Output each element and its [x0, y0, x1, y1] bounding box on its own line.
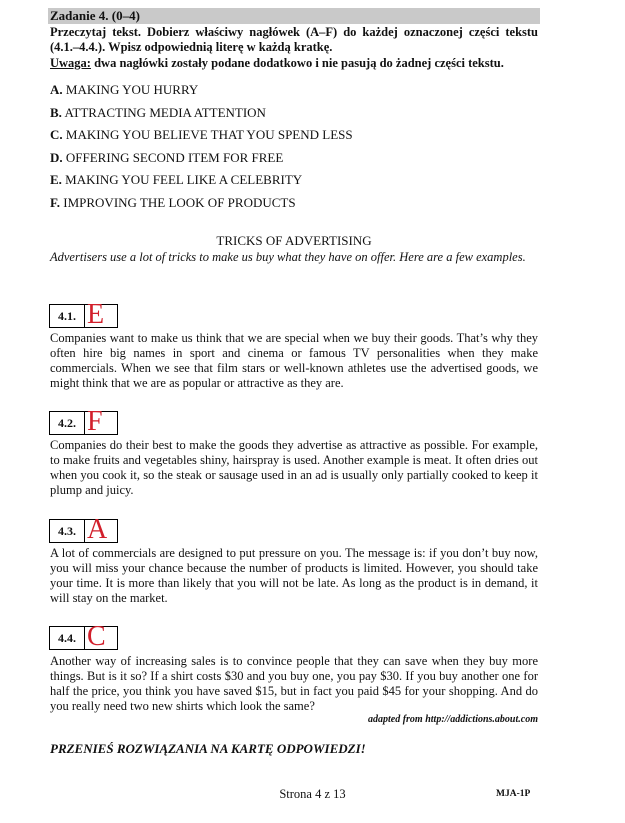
heading-options-list — [50, 82, 353, 217]
section-number: 4.4. — [49, 626, 85, 650]
text-title: TRICKS OF ADVERTISING — [216, 233, 372, 248]
section-paragraph-4-2: Companies do their best to make the goods they advertise as attractive as possible. For example, to make fruits and vegetables shiny, hairspray is used. Another example is meat. It often dries out when you cook it, so the steak or sausage used in an ad is usually only partially cooked to keep it plump and juicy. — [50, 438, 538, 497]
task-note — [50, 56, 550, 71]
exam-code: MJA-1P — [496, 789, 531, 799]
page-number: Strona 4 z 13 — [279, 787, 346, 801]
text-intro: Advertisers use a lot of tricks to make us buy what they have on offer. Here are a few examples. — [50, 250, 526, 264]
section-number: 4.2. — [49, 411, 85, 435]
note-text: dwa nagłówki zostały podane dodatkowo i nie pasują do żadnej części tekstu. — [90, 56, 504, 70]
task-title: Zadanie 4. (0–4) — [50, 8, 140, 23]
heading-option-a: A. MAKING YOU HURRY — [50, 82, 199, 97]
answer-letter: E — [87, 299, 105, 330]
section-paragraph-4-1: Companies want to make us think that we are special when we buy their goods. That’s why they often hire big names in sport and cinema or famous TV personalities when they make commercials. When we see that film stars or well-known athletes use the advertised goods, we might think that we are as popular or attractive as they are. — [50, 331, 538, 390]
task-instruction: Przeczytaj tekst. Dobierz właściwy nagłówek (A–F) do każdej oznaczonej części tekstu (4.1.–4.4.). Wpisz odpowiednią literę w każdą kratkę. — [50, 25, 538, 54]
section-number: 4.1. — [49, 304, 85, 328]
section-paragraph-4-4: Another way of increasing sales is to convince people that they can save when they buy more things. But is it so? If a shirt costs $30 and you buy one, you pay $30. If you buy another one for half the price, you think you have saved $15, but in fact you paid $45 for your shopping. And do you really need two new shirts which look the same? — [50, 654, 538, 713]
note-label: Uwaga: — [50, 56, 91, 70]
heading-option-c: C. MAKING YOU BELIEVE THAT YOU SPEND LESS — [50, 127, 353, 142]
answer-letter: A — [87, 514, 108, 545]
heading-option-e: E. MAKING YOU FEEL LIKE A CELEBRITY — [50, 172, 303, 187]
answer-letter: F — [87, 406, 103, 437]
section-number: 4.3. — [49, 519, 85, 543]
heading-option-d: D. OFFERING SECOND ITEM FOR FREE — [50, 149, 284, 165]
answer-letter: C — [87, 621, 106, 652]
heading-option-b: B. ATTRACTING MEDIA ATTENTION — [50, 104, 266, 120]
transfer-instruction: PRZENIEŚ ROZWIĄZANIA NA KARTĘ ODPOWIEDZI! — [50, 741, 366, 756]
source-citation: adapted from http://addictions.about.com — [367, 714, 538, 725]
heading-option-f: F. IMPROVING THE LOOK OF PRODUCTS — [50, 194, 296, 210]
section-paragraph-4-3: A lot of commercials are designed to put pressure on you. The message is: if you don’t buy now, you will miss your chance because the number of products is limited. However, you should take your time. It is more than likely that you will not be late. As long as the product is in demand, it will stay on the market. — [50, 546, 538, 605]
